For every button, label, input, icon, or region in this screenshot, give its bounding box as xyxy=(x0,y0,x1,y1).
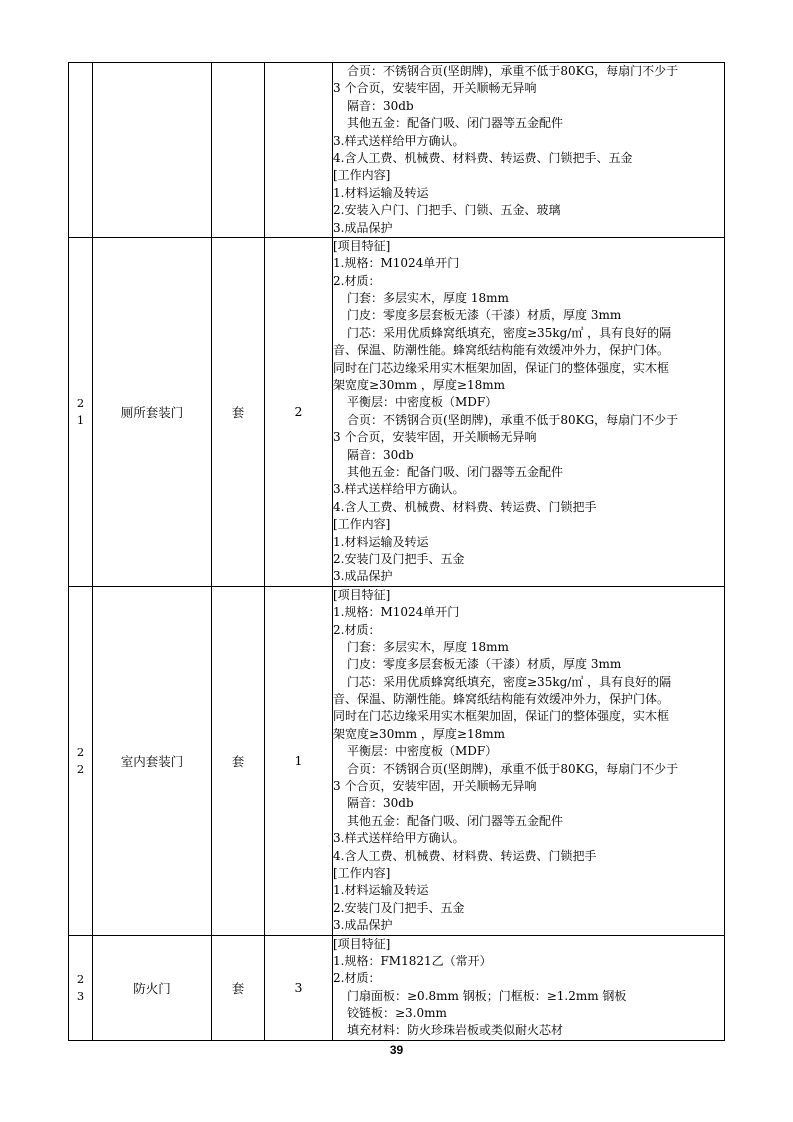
description-line: [项目特征] xyxy=(333,936,391,951)
description-line: 填充材料：防火珍珠岩板或类似耐火芯材 xyxy=(347,1023,564,1038)
description-line: [项目特征] xyxy=(333,587,391,602)
description-line: 平衡层：中密度板（MDF） xyxy=(347,395,498,410)
item-number-cell xyxy=(69,586,93,935)
description-line: 其他五金：配备门吸、闭门器等五金配件 xyxy=(347,813,564,828)
quantity-cell xyxy=(265,63,333,238)
description-line: 门皮：零度多层套板无漆（干漆）材质，厚度 3mm xyxy=(347,308,622,323)
description-line: 3.样式送样给甲方确认。 xyxy=(333,482,465,497)
description-line: 1.规格：M1024单开门 xyxy=(333,605,460,620)
description-line: 3 个合页，安装牢固，开关顺畅无异响 xyxy=(333,81,537,96)
description-line: 合页：不锈钢合页(坚朗牌)，承重不低于80KG，每扇门不少于 xyxy=(347,64,679,78)
description-line: 4.含人工费、机械费、材料费、转运费、门锁把手 xyxy=(333,499,597,514)
item-number-cell xyxy=(69,237,93,586)
item-number-digit: 1 xyxy=(76,412,85,427)
description-cell xyxy=(333,237,725,586)
description-cell xyxy=(333,935,725,1040)
description-line: 平衡层：中密度板（MDF） xyxy=(347,744,498,759)
description-line: 2.材质： xyxy=(333,622,381,637)
description-line: 其他五金：配备门吸、闭门器等五金配件 xyxy=(347,464,564,479)
description-line: 3.成品保护 xyxy=(333,220,393,235)
description-line: 音、保温、防潮性能。蜂窝纸结构能有效缓冲外力，保护门体。 xyxy=(333,692,670,707)
description-line: [工作内容] xyxy=(333,517,391,532)
description-line: 门皮：零度多层套板无漆（干漆）材质，厚度 3mm xyxy=(347,657,622,672)
item-name-cell: 室内套装门 xyxy=(93,586,212,935)
description-line: 门芯：采用优质蜂窝纸填充，密度≥35kg/㎥ ，具有良好的隔 xyxy=(347,325,672,340)
description-line: 2.安装入户门、门把手、门锁、五金、玻璃 xyxy=(333,203,561,218)
unit-cell: 套 xyxy=(212,586,265,935)
item-name-cell xyxy=(93,63,212,238)
item-number-cell xyxy=(69,935,93,1040)
item-number-digit: 2 xyxy=(76,971,85,986)
description-line: 2.材质： xyxy=(333,971,381,986)
description-cell xyxy=(333,586,725,935)
item-number-digit: 3 xyxy=(76,988,85,1003)
description-line: 1.材料运输及转运 xyxy=(333,534,429,549)
description-line: 3.样式送样给甲方确认。 xyxy=(333,133,465,148)
description-line: [项目特征] xyxy=(333,238,391,253)
item-name-cell: 防火门 xyxy=(93,935,212,1040)
description-line: 1.规格：M1024单开门 xyxy=(333,256,460,271)
description-line: 3.成品保护 xyxy=(333,569,393,584)
description-line: 门套：多层实木，厚度 18mm xyxy=(347,639,509,654)
description-line: 架宽度≥30mm ，厚度≥18mm xyxy=(333,726,505,741)
description-line: 2.安装门及门把手、五金 xyxy=(333,900,465,915)
description-line: 2.材质： xyxy=(333,273,381,288)
description-line: 同时在门芯边缘采用实木框架加固，保证门的整体强度，实木框 xyxy=(333,360,670,375)
description-line: 2.安装门及门把手、五金 xyxy=(333,551,465,566)
quantity-cell: 2 xyxy=(265,237,333,586)
description-line: 合页：不锈钢合页(坚朗牌)，承重不低于80KG，每扇门不少于 xyxy=(347,761,679,776)
description-line: 架宽度≥30mm ，厚度≥18mm xyxy=(333,378,505,393)
table-row xyxy=(69,63,725,238)
description-line: 同时在门芯边缘采用实木框架加固，保证门的整体强度，实木框 xyxy=(333,709,670,724)
page-number: 39 xyxy=(389,1043,404,1057)
description-line: 铰链板：≥3.0mm xyxy=(347,1006,447,1021)
description-line: [工作内容] xyxy=(333,865,391,880)
unit-cell xyxy=(212,63,265,238)
item-name-cell: 厕所套装门 xyxy=(93,237,212,586)
item-number-digit: 2 xyxy=(76,744,85,759)
description-line: 门芯：采用优质蜂窝纸填充，密度≥35kg/㎥ ，具有良好的隔 xyxy=(347,674,672,689)
description-line: 4.含人工费、机械费、材料费、转运费、门锁把手 xyxy=(333,848,597,863)
table-body xyxy=(69,63,725,1041)
description-line: 隔音：30db xyxy=(347,98,414,113)
description-cell xyxy=(333,63,725,238)
description-line: 3.样式送样给甲方确认。 xyxy=(333,831,465,846)
unit-cell: 套 xyxy=(212,237,265,586)
quantity-cell: 3 xyxy=(265,935,333,1040)
description-line: 其他五金：配备门吸、闭门器等五金配件 xyxy=(347,116,564,131)
description-line: 4.含人工费、机械费、材料费、转运费、门锁把手、五金 xyxy=(333,150,633,165)
item-number-cell xyxy=(69,63,93,238)
description-line: 1.材料运输及转运 xyxy=(333,883,429,898)
description-line: 门套：多层实木，厚度 18mm xyxy=(347,291,509,306)
table-row xyxy=(69,237,725,586)
description-line: 1.材料运输及转运 xyxy=(333,185,429,200)
description-line: 门扇面板：≥0.8mm 钢板；门框板：≥1.2mm 钢板 xyxy=(347,988,627,1003)
bill-of-quantities-table xyxy=(68,62,725,1041)
description-line: 3 个合页，安装牢固，开关顺畅无异响 xyxy=(333,779,537,794)
description-line: 隔音：30db xyxy=(347,447,414,462)
description-line: [工作内容] xyxy=(333,168,391,183)
description-line: 3 个合页，安装牢固，开关顺畅无异响 xyxy=(333,430,537,445)
description-line: 1.规格：FM1821乙（常开） xyxy=(333,953,492,968)
table-row xyxy=(69,586,725,935)
table-row xyxy=(69,935,725,1040)
description-line: 3.成品保护 xyxy=(333,918,393,933)
description-line: 音、保温、防潮性能。蜂窝纸结构能有效缓冲外力，保护门体。 xyxy=(333,343,670,358)
unit-cell: 套 xyxy=(212,935,265,1040)
quantity-cell: 1 xyxy=(265,586,333,935)
description-line: 合页：不锈钢合页(坚朗牌)，承重不低于80KG，每扇门不少于 xyxy=(347,412,679,427)
item-number-digit: 2 xyxy=(76,761,85,776)
description-line: 隔音：30db xyxy=(347,796,414,811)
item-number-digit: 2 xyxy=(76,395,85,410)
